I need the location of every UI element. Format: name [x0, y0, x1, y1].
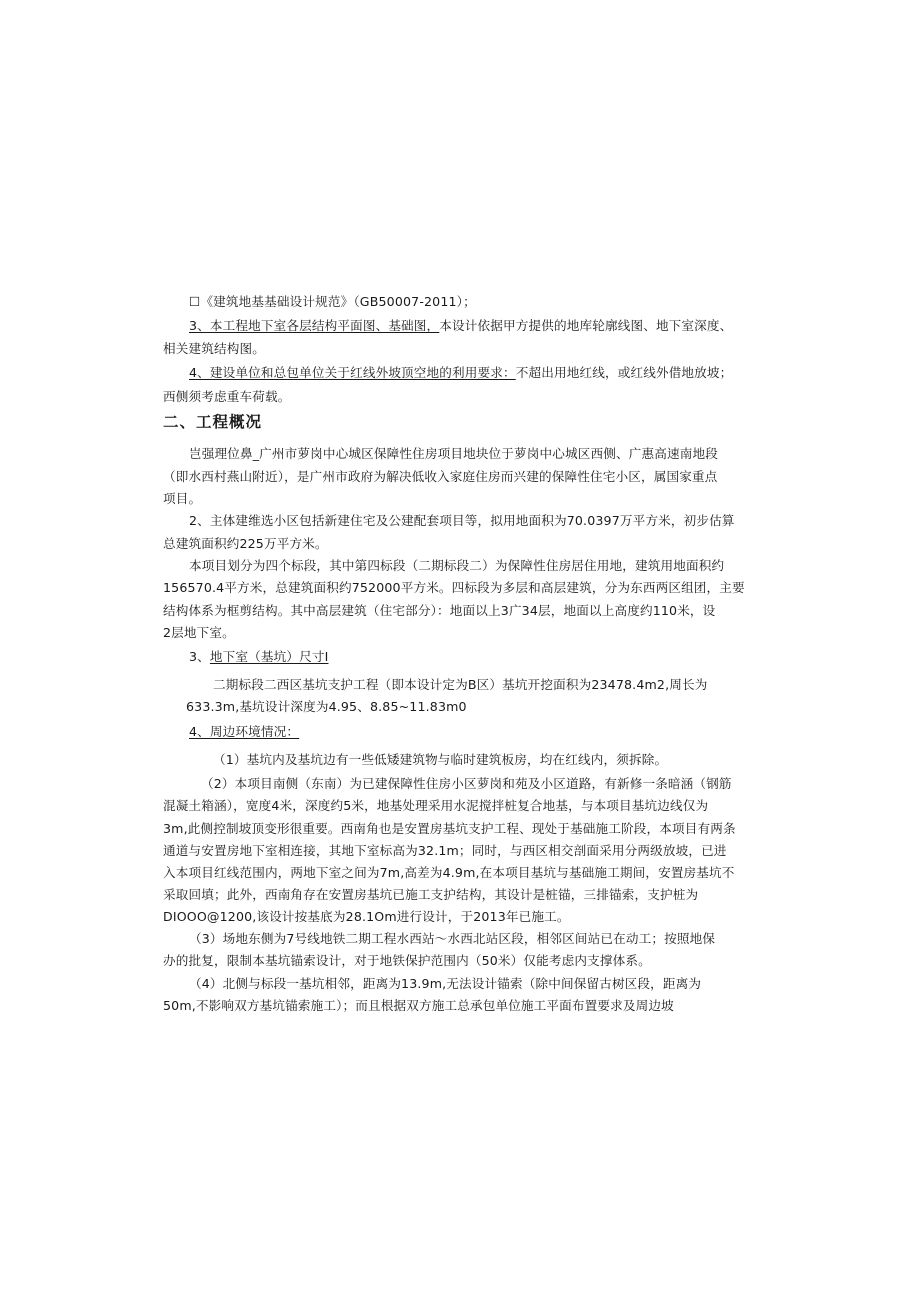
- overview-p2-line-1: 2、主体建维选小区包括新建住宅及公建配套项目等，拟用地面积为70.0397万平方米，初步估算: [189, 513, 735, 528]
- overview-p3-line-1: 本项目划分为四个标段，其中第四标段（二期标段二）为保障性住房居住用地，建筑用地面积约: [189, 558, 725, 573]
- item-3-line-1: [189, 318, 732, 334]
- surroundings-item-2-line-4: 通道与安置房地下室相连接，其地下室标高为32.1m；同时，与西区相交剖面采用分两级放坡，已进: [163, 843, 727, 858]
- surroundings-item-2-line-2: 混凝土箱涵），宽度4米，深度约5米，地基处理采用水泥搅拌桩复合地基，与本项目基坑边线仅为: [163, 798, 709, 813]
- basement-title-underlined: 地下室（基坑）尺寸I: [209, 649, 329, 664]
- surroundings-item-3-line-1: （3）场地东侧为7号线地铁二期工程水西站～水西北站区段，相邻区间站已在动工；按照地保: [189, 931, 716, 946]
- surroundings-item-2-line-3: 3m,此侧控制坡顶变形很重要。西南角也是安置房基坑支护工程、现处于基础施工阶段，本项目有两条: [163, 821, 736, 836]
- section-title: 二、工程概况: [163, 413, 263, 431]
- surroundings-item-4-line-1: （4）北侧与标段一基坑相邻，距离为13.9m,无法设计锚索（除中间保留古树区段，距离为: [189, 976, 702, 991]
- surroundings-item-1: （1）基坑内及基坑边有一些低矮建筑物与临时建筑板房，均在红线内，须拆除。: [213, 752, 668, 767]
- item-3-underlined: 3、本工程地下室各层结构平面图、基础图，: [189, 318, 440, 333]
- overview-p2-line-2: 总建筑面积约225万平方米。: [163, 536, 328, 551]
- surroundings-item-2-line-1: （2）本项目南侧（东南）为已建保障性住房小区萝岗和苑及小区道路，有新修一条暗涵（钢筋: [201, 776, 732, 791]
- surroundings-item-3-line-2: 办的批复，限制本基坑锚索设计，对于地铁保护范围内（50米）仅能考虑内支撑体系。: [163, 953, 651, 968]
- overview-p3-line-2: 156570.4平方米，总建筑面积约752000平方米。四标段为多层和高层建筑，分为东西两区组团，主要: [163, 580, 745, 595]
- basement-title: [189, 649, 328, 665]
- reference-standard-item: ☐《建筑地基基础设计规范》（GB50007-2011）；: [189, 294, 476, 309]
- item-4-underlined: 4、建设单位和总包单位关于红线外坡顶空地的利用要求：: [189, 365, 516, 380]
- item-3-line-2: 相关建筑结构图。: [163, 341, 265, 356]
- basement-line-2: 633.3m,基坑设计深度为4.95、8.85~11.83m0: [186, 699, 467, 714]
- surroundings-item-2-line-7: DIOOO@1200,该设计按基底为28.1Om进行设计，于2013年已施工。: [163, 909, 570, 924]
- basement-line-1: 二期标段二西区基坑支护工程（即本设计定为B区）基坑开挖面积为23478.4m2,周长为: [213, 677, 708, 692]
- overview-p1-line-3: 项目。: [163, 491, 202, 506]
- item-4-line-1: [189, 365, 732, 381]
- surroundings-item-2-line-6: 采取回填；此外，西南角存在安置房基坑已施工支护结构，其设计是桩锚，三排锚索，支护桩为: [163, 887, 699, 902]
- overview-p3-line-3: 结构体系为框剪结构。其中高层建筑（住宅部分）：地面以上3广34层，地面以上高度约110米，设: [163, 603, 716, 618]
- item-4-rest: 不超出用地红线，或红线外借地放坡；: [515, 365, 733, 380]
- basement-title-prefix: 3、: [189, 649, 210, 664]
- surroundings-title: 4、周边环境情况：: [189, 724, 300, 739]
- overview-p3-line-4: 2层地下室。: [163, 625, 235, 640]
- surroundings-item-2-line-5: 入本项目红线范围内，两地下室之间为7m,高差为4.9m,在本项目基坑与基础施工期间，安置房基坑不: [163, 865, 735, 880]
- overview-p1-line-2: （即水西村燕山附近），是广州市政府为解决低收入家庭住房而兴建的保障性住宅小区，属国家重点: [163, 469, 718, 484]
- item-3-rest: 本设计依据甲方提供的地库轮廓线图、地下室深度、: [439, 318, 733, 333]
- surroundings-item-4-line-2: 50m,不影响双方基坑锚索施工）；而且根据双方施工总承包单位施工平面布置要求及周边坡: [163, 998, 674, 1013]
- overview-p1-line-1: 岂强理位鼻_广州市萝岗中心城区保障性住房项目地块位于萝岗中心城区西侧、广惠高速南地段: [189, 446, 718, 461]
- item-4-line-2: 西侧须考虑重车荷载。: [163, 389, 291, 404]
